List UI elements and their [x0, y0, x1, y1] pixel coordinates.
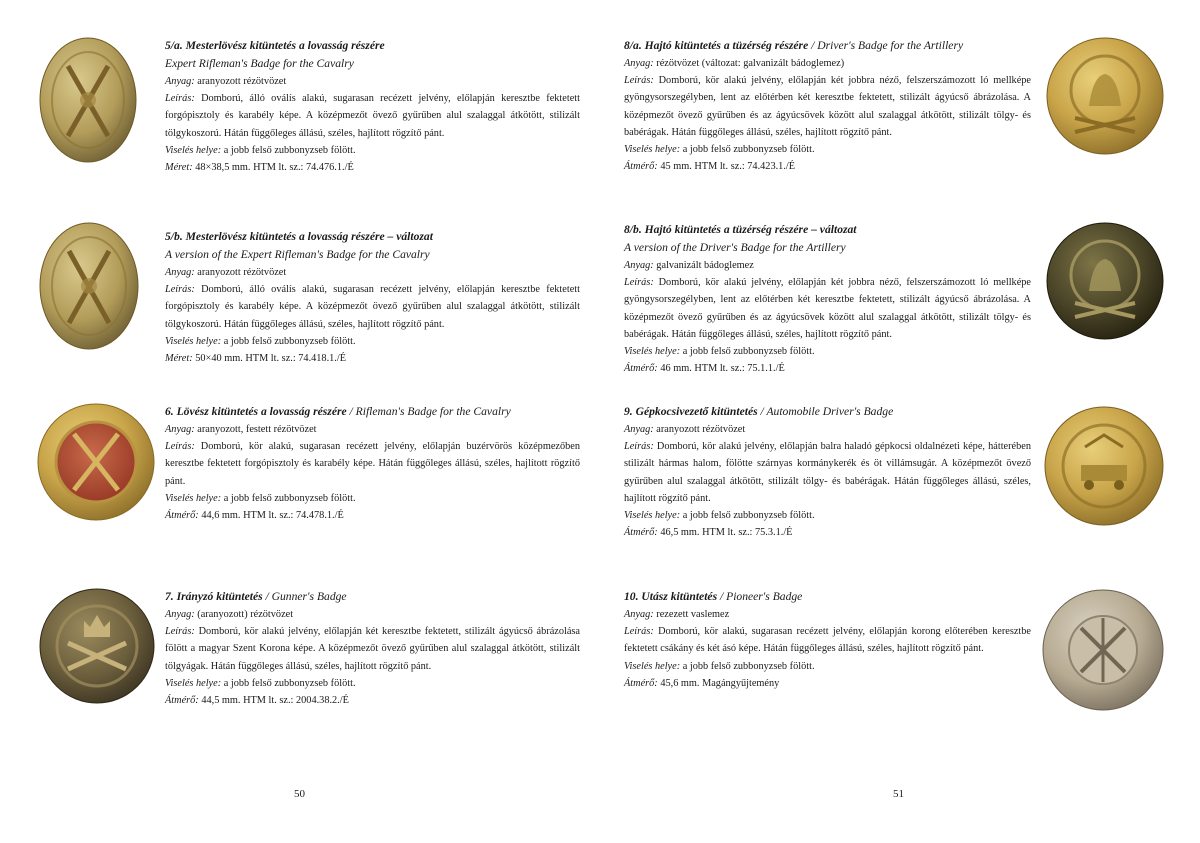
size-line: Átmérő: 45,6 mm. Magángyűjtemény: [624, 677, 780, 689]
entry-7: [165, 587, 580, 709]
wear-location: Viselés helye: a jobb felső zubbonyzseb fölött.: [624, 346, 815, 358]
entry-subtitle: A version of the Expert Rifleman's Badge for the Cavalry: [165, 248, 430, 261]
wear-location: Viselés helye: a jobb felső zubbonyzseb fölött.: [624, 510, 815, 522]
badge-image-8a: [1045, 36, 1165, 156]
description: Leírás: Domború, álló oválís alakú, sugarasan recézett jelvény, előlapján keresztbe fektetett forgópisztoly és karabély képe. A középmezőt övező gyűrűben alul szalaggal átkötött, stilizált tölgykoszorú. Hátán függőleges állású, széles, hajlított rögzítő pánt.: [165, 284, 580, 330]
wear-location: Viselés helye: a jobb felső zubbonyzseb fölött.: [165, 492, 356, 504]
entry-subtitle: Expert Rifleman's Badge for the Cavalry: [165, 57, 354, 70]
material-line: Anyag: rezezett vaslemez: [624, 609, 730, 620]
entry-title: 5/b. Mesterlövész kitüntetés a lovasság részére – változat: [165, 230, 433, 243]
badge-image-9: [1043, 405, 1165, 527]
description: Leírás: Domború, álló oválís alakú, sugarasan recézett jelvény, előlapján keresztbe fektetett forgópisztoly és karabély képe. A középmezőt övező gyűrűben alul szalaggal átkötött, stilizált tölgykoszorú. Hátán függőleges állású, széles, hajlított rögzítő pánt.: [165, 93, 580, 139]
entry-title: 6. Lövész kitüntetés a lovasság részére / Rifleman's Badge for the Cavalry: [165, 405, 511, 418]
description: Leírás: Domború, kör alakú jelvény, előlapján két jobbra néző, felszerszámozott ló mellképe gyöngysorszegélyben, lent az előtérben két keresztbe fektetett, stilizált ágyúcső ábrázolása. A középmezőt övező gyűrűben és az ágyúcsövek között alul szalaggal átkötött, stilizált tölgy- és babérágak. Hátán függőleges állású, széles, hajlított rögzítő pánt.: [624, 75, 1031, 138]
entry-5b: [165, 227, 580, 367]
wear-location: Viselés helye: a jobb felső zubbonyzseb fölött.: [624, 660, 815, 672]
entry-8b: [624, 220, 1031, 377]
entry-title: 9. Gépkocsivezető kitüntetés / Automobile Driver's Badge: [624, 405, 894, 418]
material-line: Anyag: rézötvözet (változat: galvanizált bádoglemez): [624, 58, 845, 69]
wear-location: Viselés helye: a jobb felső zubbonyzseb fölött.: [165, 335, 356, 347]
badge-image-5a: [38, 36, 138, 164]
entry-10: [624, 587, 1031, 692]
entry-title: 10. Utász kitüntetés / Pioneer's Badge: [624, 590, 803, 603]
wear-location: Viselés helye: a jobb felső zubbonyzseb fölött.: [165, 144, 356, 156]
size-line: Átmérő: 46,5 mm. HTM lt. sz.: 75.3.1./É: [624, 527, 793, 539]
material-line: Anyag: (aranyozott) rézötvözet: [165, 609, 294, 620]
badge-image-7: [38, 587, 156, 705]
badge-image-8b: [1045, 221, 1165, 341]
entry-title: 5/a. Mesterlövész kitüntetés a lovasság részére: [165, 39, 385, 52]
entry-subtitle: A version of the Driver's Badge for the Artillery: [624, 241, 846, 254]
page-number-right: 51: [893, 788, 904, 800]
wear-location: Viselés helye: a jobb felső zubbonyzseb fölött.: [165, 677, 356, 689]
material-line: Anyag: aranyozott rézötvözet: [624, 424, 746, 435]
entry-5a: [165, 36, 580, 176]
badge-image-10: [1041, 588, 1165, 712]
entry-title: 8/b. Hajtó kitüntetés a tüzérség részére – változat: [624, 223, 857, 236]
page-number-left: 50: [294, 788, 305, 800]
size-line: Átmérő: 46 mm. HTM lt. sz.: 75.1.1./É: [624, 363, 785, 375]
entry-9: [624, 402, 1031, 541]
description: Leírás: Domború, kör alakú jelvény, előlapján balra haladó gépkocsi oldalnézeti képe, hátterében stilizált hármas halom, fölötte szárnyas kormánykerék és öt villámsugár. A középmezőt övező gyűrűben alul szalaggal átkötött, stilizált tölgy- és babérágak. Hátán függőleges állású, széles, hajlított rögzítő pánt.: [624, 441, 1031, 504]
badge-image-5b: [38, 221, 140, 351]
size-line: Átmérő: 44,5 mm. HTM lt. sz.: 2004.38.2./É: [165, 695, 349, 707]
material-line: Anyag: aranyozott rézötvözet: [165, 76, 287, 87]
size-line: Átmérő: 44,6 mm. HTM lt. sz.: 74.478.1./É: [165, 510, 344, 522]
description: Leírás: Domború, kör alakú, sugarasan recézett jelvény, előlapján buzérvörös középmezőben keresztbe fektetett forgópisztoly és karabély képe. Hátán függőleges állású, széles, hajlított rögzítő pánt.: [165, 441, 580, 487]
description: Leírás: Domború, kör alakú jelvény, előlapján két jobbra néző, felszerszámozott ló mellképe gyöngysorszegélyben, lent az előtérben két keresztbe fektetett, stilizált ágyúcső ábrázolása. A középmezőt övező gyűrűben és az ágyúcsövek között alul szalaggal átkötött, stilizált tölgy- és babérágak. Hátán függőleges állású, széles, hajlított rögzítő pánt.: [624, 277, 1031, 340]
material-line: Anyag: aranyozott rézötvözet: [165, 267, 287, 278]
entry-8a: [624, 36, 1031, 175]
entry-title: 7. Irányzó kitüntetés / Gunner's Badge: [165, 590, 347, 603]
size-line: Méret: 48×38,5 mm. HTM lt. sz.: 74.476.1./É: [165, 162, 354, 174]
description: Leírás: Domború, kör alakú jelvény, előlapján két keresztbe fektetett, stilizált ágyúcső ábrázolása fölött a magyar Szent Korona képe. A középmezőt övező gyűrűben alul szalaggal átkötött, stilizált tölgyágak. Hátán függőleges állású, széles, hajlított rögzítő pánt.: [165, 626, 580, 672]
material-line: Anyag: galvanizált bádoglemez: [624, 260, 754, 271]
wear-location: Viselés helye: a jobb felső zubbonyzseb fölött.: [624, 144, 815, 156]
material-line: Anyag: aranyozott, festett rézötvözet: [165, 424, 317, 435]
description: Leírás: Domború, kör alakú, sugarasan recézett jelvény, előlapján korong előterében keresztbe fektetett csákány és két ásó képe. Hátán függőleges állású, széles, hajlított rögzítő pánt.: [624, 626, 1031, 655]
size-line: Átmérő: 45 mm. HTM lt. sz.: 74.423.1./É: [624, 161, 796, 173]
badge-image-6: [36, 402, 156, 522]
size-line: Méret: 50×40 mm. HTM lt. sz.: 74.418.1./É: [165, 353, 347, 365]
entry-6: [165, 402, 580, 524]
entry-title: 8/a. Hajtó kitüntetés a tüzérség részére / Driver's Badge for the Artillery: [624, 39, 964, 52]
